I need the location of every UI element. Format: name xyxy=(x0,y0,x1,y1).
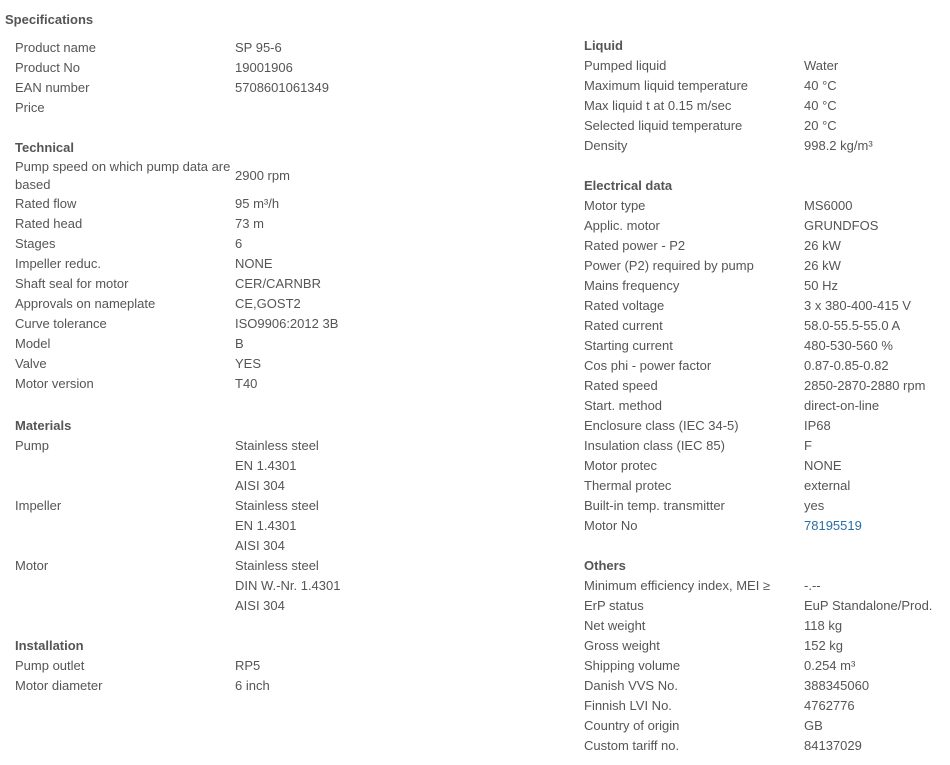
spec-row-material-motor xyxy=(15,556,555,616)
spec-value: 4762776 xyxy=(804,698,855,713)
spec-value: 58.0-55.5-55.0 A xyxy=(804,318,901,333)
spec-value: 2850-2870-2880 rpm xyxy=(804,378,926,393)
spec-row-density xyxy=(584,136,950,156)
spec-label: Enclosure class (IEC 34-5) xyxy=(584,418,739,433)
spec-row-shaft-seal xyxy=(15,274,555,294)
spec-row-rated-flow xyxy=(15,194,555,214)
spec-label: EAN number xyxy=(15,80,90,95)
spec-value: external xyxy=(804,478,851,493)
spec-row-approvals xyxy=(15,294,555,314)
section-title-others: Others xyxy=(584,558,626,573)
spec-label: Rated head xyxy=(15,216,83,231)
spec-label: Built-in temp. transmitter xyxy=(584,498,725,513)
spec-value: 0.87-0.85-0.82 xyxy=(804,358,889,373)
spec-row-motor-version xyxy=(15,374,555,394)
spec-value: 388345060 xyxy=(804,678,870,693)
spec-value: RP5 xyxy=(235,658,261,673)
spec-label: Curve tolerance xyxy=(15,316,107,331)
spec-value: 480-530-560 % xyxy=(804,338,893,353)
spec-row-pumped-liquid xyxy=(584,56,950,76)
spec-label: Motor version xyxy=(15,376,94,391)
spec-label: Shaft seal for motor xyxy=(15,276,129,291)
spec-label: Mains frequency xyxy=(584,278,680,293)
spec-label: Valve xyxy=(15,356,47,371)
spec-label: Insulation class (IEC 85) xyxy=(584,438,725,453)
spec-label: Rated current xyxy=(584,318,663,333)
materials-section xyxy=(15,416,555,616)
spec-row-net-weight xyxy=(584,616,950,636)
spec-value-list xyxy=(235,496,555,556)
spec-row-motor-diameter xyxy=(15,676,555,696)
spec-value: ISO9906:2012 3B xyxy=(235,316,339,331)
spec-value: AISI 304 xyxy=(235,598,285,613)
spec-value: GB xyxy=(804,718,823,733)
spec-row-erp-status xyxy=(584,596,950,616)
spec-row-applic-motor xyxy=(584,216,950,236)
spec-value: 40 °C xyxy=(804,78,837,93)
spec-value: 5708601061349 xyxy=(235,80,329,95)
spec-value: 40 °C xyxy=(804,98,837,113)
section-title-materials: Materials xyxy=(15,418,72,433)
spec-label: Starting current xyxy=(584,338,673,353)
spec-row-price xyxy=(15,98,555,118)
spec-row-rated-speed xyxy=(584,376,950,396)
spec-label: Max liquid t at 0.15 m/sec xyxy=(584,98,732,113)
spec-value: 20 °C xyxy=(804,118,837,133)
general-section xyxy=(15,38,555,118)
spec-label: Rated speed xyxy=(584,378,658,393)
spec-value: Stainless steel xyxy=(235,558,319,573)
spec-row-curve-tolerance xyxy=(15,314,555,334)
spec-label: Danish VVS No. xyxy=(584,678,678,693)
spec-row-model xyxy=(15,334,555,354)
spec-value: 3 x 380-400-415 V xyxy=(804,298,911,313)
liquid-section xyxy=(584,36,950,156)
spec-label: Net weight xyxy=(584,618,646,633)
spec-row-country-of-origin xyxy=(584,716,950,736)
installation-section xyxy=(15,636,555,696)
spec-label: Model xyxy=(15,336,51,351)
spec-value: F xyxy=(804,438,812,453)
spec-row-thermal-protec xyxy=(584,476,950,496)
spec-label: Finnish LVI No. xyxy=(584,698,672,713)
page-title: Specifications xyxy=(5,12,94,27)
spec-label: Product name xyxy=(15,40,96,55)
spec-value: Water xyxy=(804,58,839,73)
spec-value: EuP Standalone/Prod. xyxy=(804,598,933,613)
spec-label: Cos phi - power factor xyxy=(584,358,712,373)
spec-label: Impeller reduc. xyxy=(15,256,101,271)
spec-label: Motor type xyxy=(584,198,646,213)
spec-row-motor-type xyxy=(584,196,950,216)
spec-row-shipping-volume xyxy=(584,656,950,676)
spec-value: EN 1.4301 xyxy=(235,518,297,533)
spec-label: Minimum efficiency index, MEI ≥ xyxy=(584,578,771,593)
spec-value: NONE xyxy=(804,458,842,473)
spec-label: Shipping volume xyxy=(584,658,681,673)
spec-row-rated-head xyxy=(15,214,555,234)
spec-row-custom-tariff xyxy=(584,736,950,756)
spec-value: IP68 xyxy=(804,418,831,433)
spec-row-gross-weight xyxy=(584,636,950,656)
spec-label: Motor xyxy=(15,558,49,573)
spec-label: Maximum liquid temperature xyxy=(584,78,749,93)
spec-value-list xyxy=(235,436,555,496)
spec-row-impeller-reduc xyxy=(15,254,555,274)
spec-value-list xyxy=(235,556,555,616)
spec-row-pump-outlet xyxy=(15,656,555,676)
spec-value: -.-- xyxy=(804,578,821,593)
section-title-electrical: Electrical data xyxy=(584,178,673,193)
spec-row-pump-speed xyxy=(15,158,555,194)
spec-value: MS6000 xyxy=(804,198,853,213)
spec-label: Pumped liquid xyxy=(584,58,667,73)
spec-label: Power (P2) required by pump xyxy=(584,258,754,273)
spec-value: direct-on-line xyxy=(804,398,880,413)
spec-value-cell xyxy=(804,517,950,535)
spec-row-ean-number xyxy=(15,78,555,98)
section-title-technical: Technical xyxy=(15,140,75,155)
spec-label: Gross weight xyxy=(584,638,660,653)
spec-row-rated-power xyxy=(584,236,950,256)
spec-value: yes xyxy=(804,498,825,513)
spec-label: Pump speed on which pump data are based xyxy=(15,159,231,192)
spec-value: 26 kW xyxy=(804,238,841,253)
spec-value: 6 inch xyxy=(235,678,270,693)
spec-value: 6 xyxy=(235,236,243,251)
spec-label: ErP status xyxy=(584,598,644,613)
motor-no-link[interactable]: 78195519 xyxy=(804,518,862,533)
spec-value: 19001906 xyxy=(235,60,293,75)
spec-label: Stages xyxy=(15,236,56,251)
spec-value: 152 kg xyxy=(804,638,844,653)
spec-label: Start. method xyxy=(584,398,663,413)
spec-label: Motor protec xyxy=(584,458,657,473)
spec-row-power-required xyxy=(584,256,950,276)
spec-label: Price xyxy=(15,100,45,115)
spec-value: SP 95-6 xyxy=(235,40,282,55)
technical-section xyxy=(15,138,555,394)
spec-row-max-liquid-temp xyxy=(584,76,950,96)
spec-label: Applic. motor xyxy=(584,218,660,233)
spec-value: 50 Hz xyxy=(804,278,838,293)
spec-value: 118 kg xyxy=(804,618,843,633)
spec-value: NONE xyxy=(235,256,273,271)
spec-value: AISI 304 xyxy=(235,478,285,493)
section-title-installation: Installation xyxy=(15,638,84,653)
spec-value: 998.2 kg/m³ xyxy=(804,138,873,153)
spec-value: Stainless steel xyxy=(235,498,319,513)
electrical-section xyxy=(584,176,950,536)
spec-value: GRUNDFOS xyxy=(804,218,879,233)
spec-value: T40 xyxy=(235,376,258,391)
spec-row-enclosure-class xyxy=(584,416,950,436)
spec-value: Stainless steel xyxy=(235,438,319,453)
spec-row-material-pump xyxy=(15,436,555,496)
spec-label: Density xyxy=(584,138,628,153)
spec-label: Thermal protec xyxy=(584,478,672,493)
spec-value: 84137029 xyxy=(804,738,862,753)
spec-row-material-impeller xyxy=(15,496,555,556)
spec-row-starting-current xyxy=(584,336,950,356)
spec-value: 73 m xyxy=(235,216,264,231)
spec-row-danish-vvs xyxy=(584,676,950,696)
spec-value: CE,GOST2 xyxy=(235,296,301,311)
spec-label: Pump outlet xyxy=(15,658,85,673)
spec-value: B xyxy=(235,336,244,351)
spec-row-stages xyxy=(15,234,555,254)
spec-row-product-name xyxy=(15,38,555,58)
spec-value: DIN W.-Nr. 1.4301 xyxy=(235,578,341,593)
spec-row-product-no xyxy=(15,58,555,78)
spec-value: CER/CARNBR xyxy=(235,276,321,291)
spec-row-rated-voltage xyxy=(584,296,950,316)
spec-row-motor-protec xyxy=(584,456,950,476)
spec-label: Rated flow xyxy=(15,196,77,211)
spec-row-valve xyxy=(15,354,555,374)
spec-value: YES xyxy=(235,356,262,371)
spec-row-max-liquid-t xyxy=(584,96,950,116)
spec-value: AISI 304 xyxy=(235,538,285,553)
spec-value: 26 kW xyxy=(804,258,841,273)
spec-label: Custom tariff no. xyxy=(584,738,680,753)
others-section xyxy=(584,556,950,756)
spec-row-cos-phi xyxy=(584,356,950,376)
spec-row-selected-liquid-temp xyxy=(584,116,950,136)
spec-label: Rated power - P2 xyxy=(584,238,686,253)
spec-value: 95 m³/h xyxy=(235,196,280,211)
spec-label: Pump xyxy=(15,438,49,453)
spec-label: Rated voltage xyxy=(584,298,665,313)
spec-label: Motor No xyxy=(584,518,638,533)
spec-row-insulation-class xyxy=(584,436,950,456)
spec-label: Motor diameter xyxy=(15,678,103,693)
section-title-liquid: Liquid xyxy=(584,38,623,53)
spec-label: Selected liquid temperature xyxy=(584,118,743,133)
spec-label: Country of origin xyxy=(584,718,680,733)
spec-label: Product No xyxy=(15,60,81,75)
spec-label: Approvals on nameplate xyxy=(15,296,156,311)
spec-value: 0.254 m³ xyxy=(804,658,856,673)
spec-row-rated-current xyxy=(584,316,950,336)
spec-row-mains-frequency xyxy=(584,276,950,296)
spec-row-finnish-lvi xyxy=(584,696,950,716)
spec-row-mei xyxy=(584,576,950,596)
spec-row-motor-no xyxy=(584,516,950,536)
spec-label: Impeller xyxy=(15,498,62,513)
spec-value: 2900 rpm xyxy=(235,168,290,183)
spec-row-temp-transmitter xyxy=(584,496,950,516)
spec-row-start-method xyxy=(584,396,950,416)
spec-value: EN 1.4301 xyxy=(235,458,297,473)
